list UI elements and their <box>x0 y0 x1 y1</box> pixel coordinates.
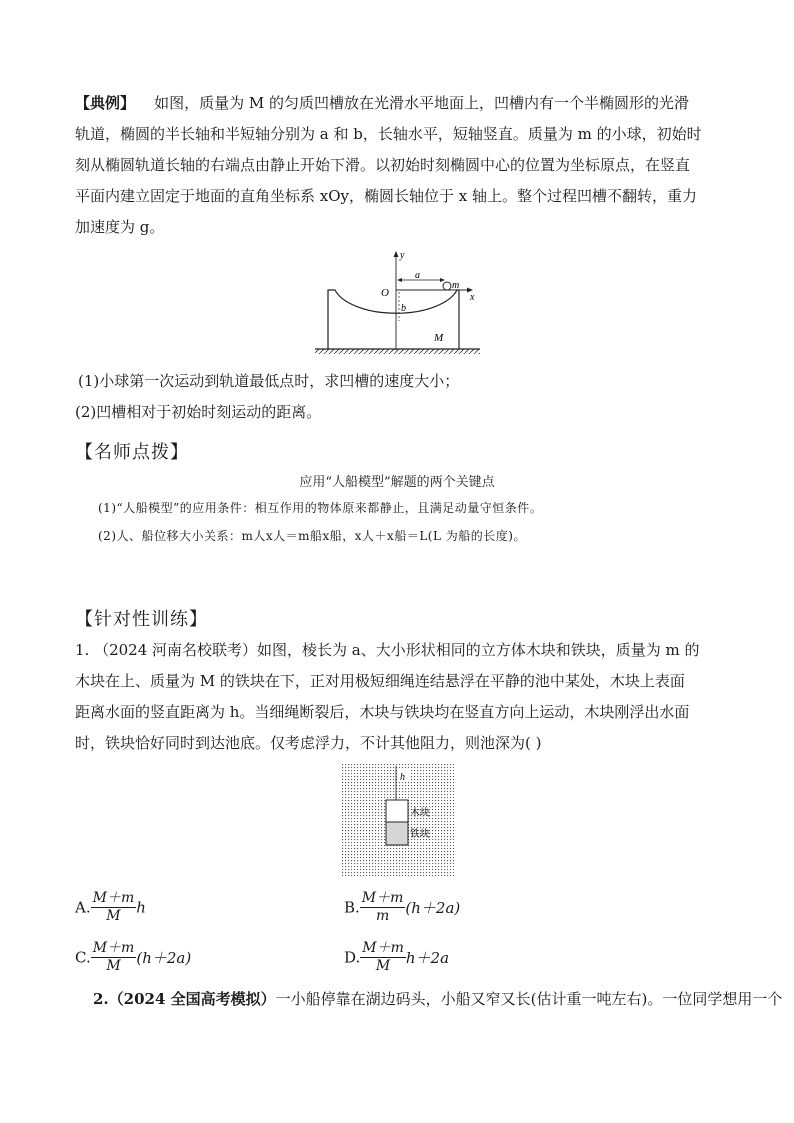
tips-title: 应用“人船模型”解题的两个关键点 <box>299 475 495 490</box>
option-a[interactable] <box>75 890 146 925</box>
option-c-fraction <box>91 940 137 975</box>
ground-hatch <box>315 349 480 354</box>
tip-1: (1)“人船模型”的应用条件：相互作用的物体原来都静止，且满足动量守恒条件。 <box>98 501 543 515</box>
label-iron: 铁块 <box>410 829 430 840</box>
example-line-5: 加速度为 g。 <box>75 218 165 236</box>
example-line-3: 刻从椭圆轨道长轴的右端点由静止开始下滑。以初始时刻椭圆中心的位置为坐标原点，在竖直 <box>75 156 691 174</box>
a-arrow-right <box>440 278 445 282</box>
option-a-fraction <box>91 890 137 925</box>
tip-2: (2)人、船位移大小关系：m人x人＝m船x船，x人＋x船＝L(L 为船的长度)。 <box>98 529 526 543</box>
option-c-label: C. <box>75 948 91 967</box>
option-b-label: B. <box>344 898 360 917</box>
option-a-denominator: M <box>106 908 121 924</box>
question-1: (1)小球第一次运动到轨道最低点时，求凹槽的速度大小； <box>78 372 460 390</box>
training-q1-text <box>75 635 743 759</box>
a-arrow-left <box>397 278 402 282</box>
option-d-denominator: M <box>375 958 391 974</box>
label-M: M <box>434 332 444 344</box>
wood-block <box>386 800 408 822</box>
y-axis-arrow <box>394 251 399 257</box>
option-b-denominator: m <box>375 908 390 924</box>
option-c-denominator: M <box>106 958 121 974</box>
training-q1-line-3: 距离水面的竖直距离为 h。当细绳断裂后，木块与铁块均在竖直方向上运动，木块刚浮出水面 <box>75 703 690 721</box>
tips-body <box>98 494 738 550</box>
option-b-numerator: M＋m <box>361 890 404 906</box>
option-d-fraction <box>360 940 406 975</box>
label-O: O <box>381 287 389 299</box>
option-a-label: A. <box>75 898 91 917</box>
training-q2 <box>93 984 783 1015</box>
training-q1-line-4: 时，铁块恰好同时到达池底。仅考虑浮力，不计其他阻力，则池深为( ) <box>75 734 542 752</box>
option-d-numerator: M＋m <box>362 940 404 956</box>
option-a-tail: h <box>136 898 146 917</box>
label-wood: 木块 <box>410 808 430 819</box>
example-line-2: 轨道，椭圆的半长轴和半短轴分别为 a 和 b，长轴水平，短轴竖直。质量为 m 的小球，初始时 <box>75 125 702 143</box>
option-c[interactable] <box>75 940 191 975</box>
option-a-numerator: M＋m <box>92 890 135 906</box>
question-2: (2)凹槽相对于初始时刻运动的距离。 <box>75 403 322 421</box>
example-questions <box>75 366 738 428</box>
tips-heading: 【名师点拨】 <box>75 442 189 463</box>
training-q2-text: 一小船停靠在湖边码头，小船又窄又长(估计重一吨左右)。一位同学想用一个 <box>275 990 783 1008</box>
label-b: b <box>401 303 406 314</box>
option-b-fraction <box>360 890 406 925</box>
example-tag: 【典例】 <box>75 94 136 112</box>
example-text <box>75 88 735 243</box>
training-q1-line-2: 木块在上、质量为 M 的铁块在下，正对用极短细绳连结悬浮在平静的池中某处，木块上表面 <box>75 672 685 690</box>
option-d-label: D. <box>344 948 361 967</box>
pond-diagram <box>342 764 454 878</box>
option-c-numerator: M＋m <box>92 940 135 956</box>
training-q1-line-1: 1. （2024 河南名校联考）如图，棱长为 a、大小形状相同的立方体木块和铁块，质量为 m 的 <box>75 641 700 659</box>
label-a: a <box>415 270 420 281</box>
label-h: h <box>400 772 405 783</box>
label-y: y <box>400 250 405 261</box>
iron-block <box>386 822 408 845</box>
groove-diagram <box>310 248 485 358</box>
training-q2-prefix: 2.（2024 全国高考模拟） <box>93 990 276 1008</box>
label-m: m <box>452 280 460 291</box>
training-heading: 【针对性训练】 <box>75 609 208 630</box>
ball <box>443 282 451 290</box>
option-d-tail: h＋2a <box>405 949 450 967</box>
option-b[interactable] <box>344 890 460 925</box>
option-b-tail: (h＋2a) <box>405 899 461 917</box>
label-x: x <box>470 292 475 303</box>
example-line-1: 【典例】 如图，质量为 M 的匀质凹槽放在光滑水平地面上，凹槽内有一个半椭圆形的光滑 <box>75 94 689 112</box>
example-line-4: 平面内建立固定于地面的直角坐标系 xOy，椭圆长轴位于 x 轴上。整个过程凹槽不翻转，重力 <box>75 187 697 205</box>
option-c-tail: (h＋2a) <box>136 949 192 967</box>
option-d[interactable] <box>344 940 449 975</box>
